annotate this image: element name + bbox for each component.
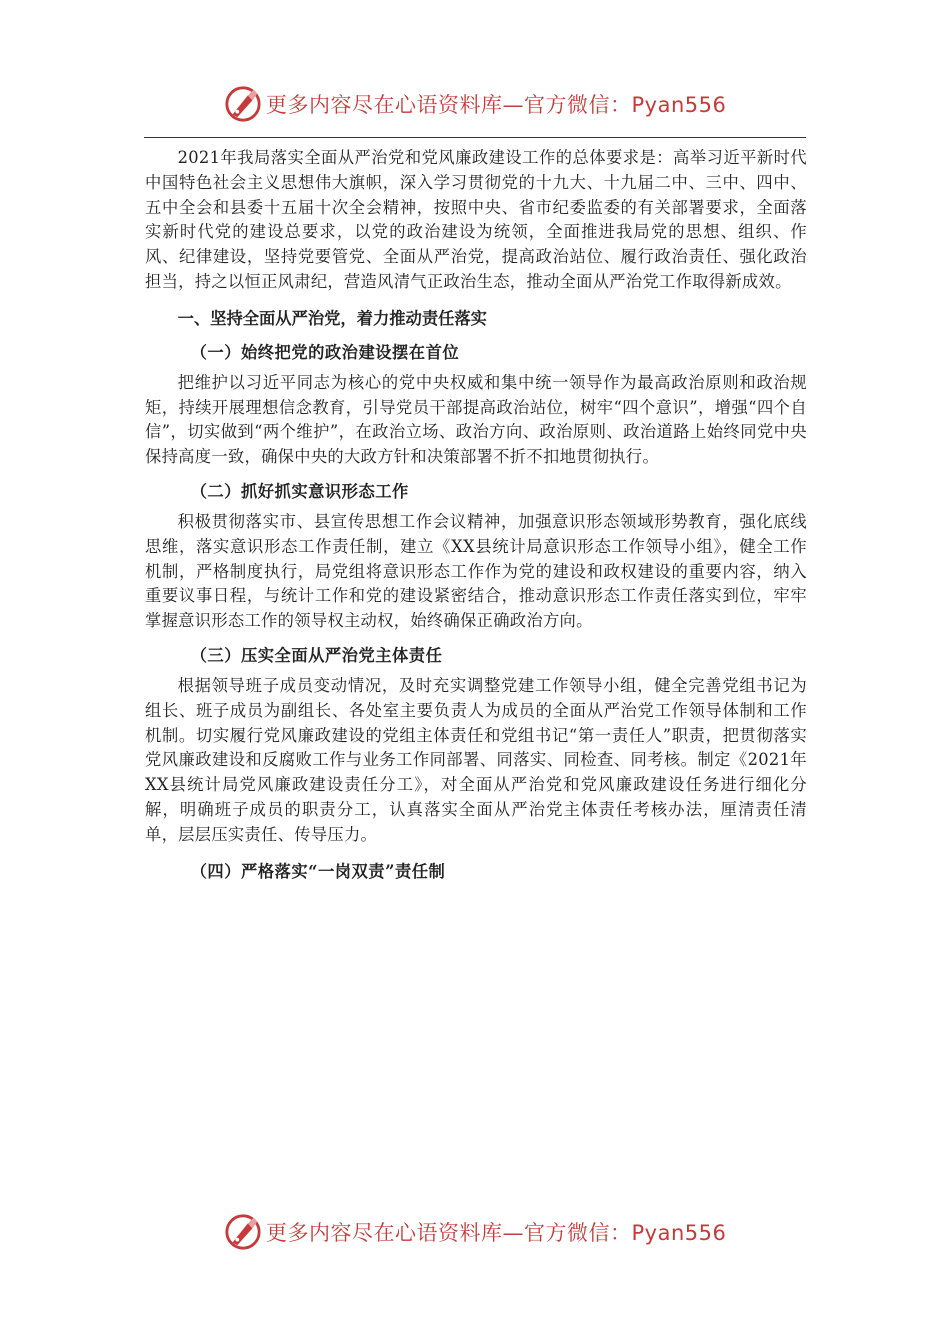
banner-text: 更多内容尽在心语资料库—官方微信：Pyan556 bbox=[266, 1221, 727, 1245]
banner-text: 更多内容尽在心语资料库—官方微信：Pyan556 bbox=[266, 93, 727, 117]
subsection-paragraph-3: 根据领导班子成员变动情况，及时充实调整党建工作领导小组，健全完善党组书记为组长、班子成员为副组长、各处室主要负责人为成员的全面从严治党工作领导体制和工作机制。切实履行党风廉政建设的党组主体责任和党组书记“第一责任人”职责，把贯彻落实党风廉政建设和反腐败工作与业务工作同部署、同落实、同检查、同考核。制定《2021年XX县统计局党风廉政建设责任分工》，对全面从严治党和党风廉政建设任务进行细化分解，明确班子成员的职责分工，认真落实全面从严治党主体责任考核办法，厘清责任清单，层层压实责任、传导压力。 bbox=[145, 675, 807, 844]
subsection-heading-1: （一）始终把党的政治建设摆在首位 bbox=[190, 342, 460, 362]
header-rule bbox=[144, 137, 806, 138]
subsection-heading-2: （二）抓好抓实意识形态工作 bbox=[190, 481, 409, 501]
subsection-heading-4: （四）严格落实“一岗双责”责任制 bbox=[190, 861, 446, 881]
header-banner bbox=[0, 84, 950, 124]
section-heading-1: 一、坚持全面从严治党，着力推动责任落实 bbox=[177, 308, 487, 328]
pen-nib-icon bbox=[224, 1213, 262, 1251]
footer-banner bbox=[0, 1212, 950, 1252]
subsection-paragraph-2: 积极贯彻落实市、县宣传思想工作会议精神，加强意识形态领域形势教育，强化底线思维，落实意识形态工作责任制，建立《XX县统计局意识形态工作领导小组》，健全工作机制，严格制度执行，局党组将意识形态工作作为党的建设和政权建设的重要内容，纳入重要议事日程，与统计工作和党的建设紧密结合，推动意识形态工作责任落实到位，牢牢掌握意识形态工作的领导权主动权，始终确保正确政治方向。 bbox=[145, 511, 807, 631]
subsection-heading-3: （三）压实全面从严治党主体责任 bbox=[190, 645, 443, 665]
pen-nib-icon bbox=[224, 85, 262, 123]
intro-paragraph: 2021年我局落实全面从严治党和党风廉政建设工作的总体要求是：高举习近平新时代中国特色社会主义思想伟大旗帜，深入学习贯彻党的十九大、十九届二中、三中、四中、五中全会和县委十五届十次全会精神，按照中央、省市纪委监委的有关部署要求，全面落实新时代党的建设总要求，以党的政治建设为统领，全面推进我局党的思想、组织、作风、纪律建设，坚持党要管党、全面从严治党，提高政治站位、履行政治责任、强化政治担当，持之以恒正风肃纪，营造风清气正政治生态，推动全面从严治党工作取得新成效。 bbox=[145, 148, 807, 291]
subsection-paragraph-1: 把维护以习近平同志为核心的党中央权威和集中统一领导作为最高政治原则和政治规矩，持续开展理想信念教育，引导党员干部提高政治站位，树牢“四个意识”，增强“四个自信”，切实做到“两个维护”，在政治立场、政治方向、政治原则、政治道路上始终同党中央保持高度一致，确保中央的大政方针和决策部署不折不扣地贯彻执行。 bbox=[145, 372, 807, 467]
document-body bbox=[145, 146, 807, 884]
